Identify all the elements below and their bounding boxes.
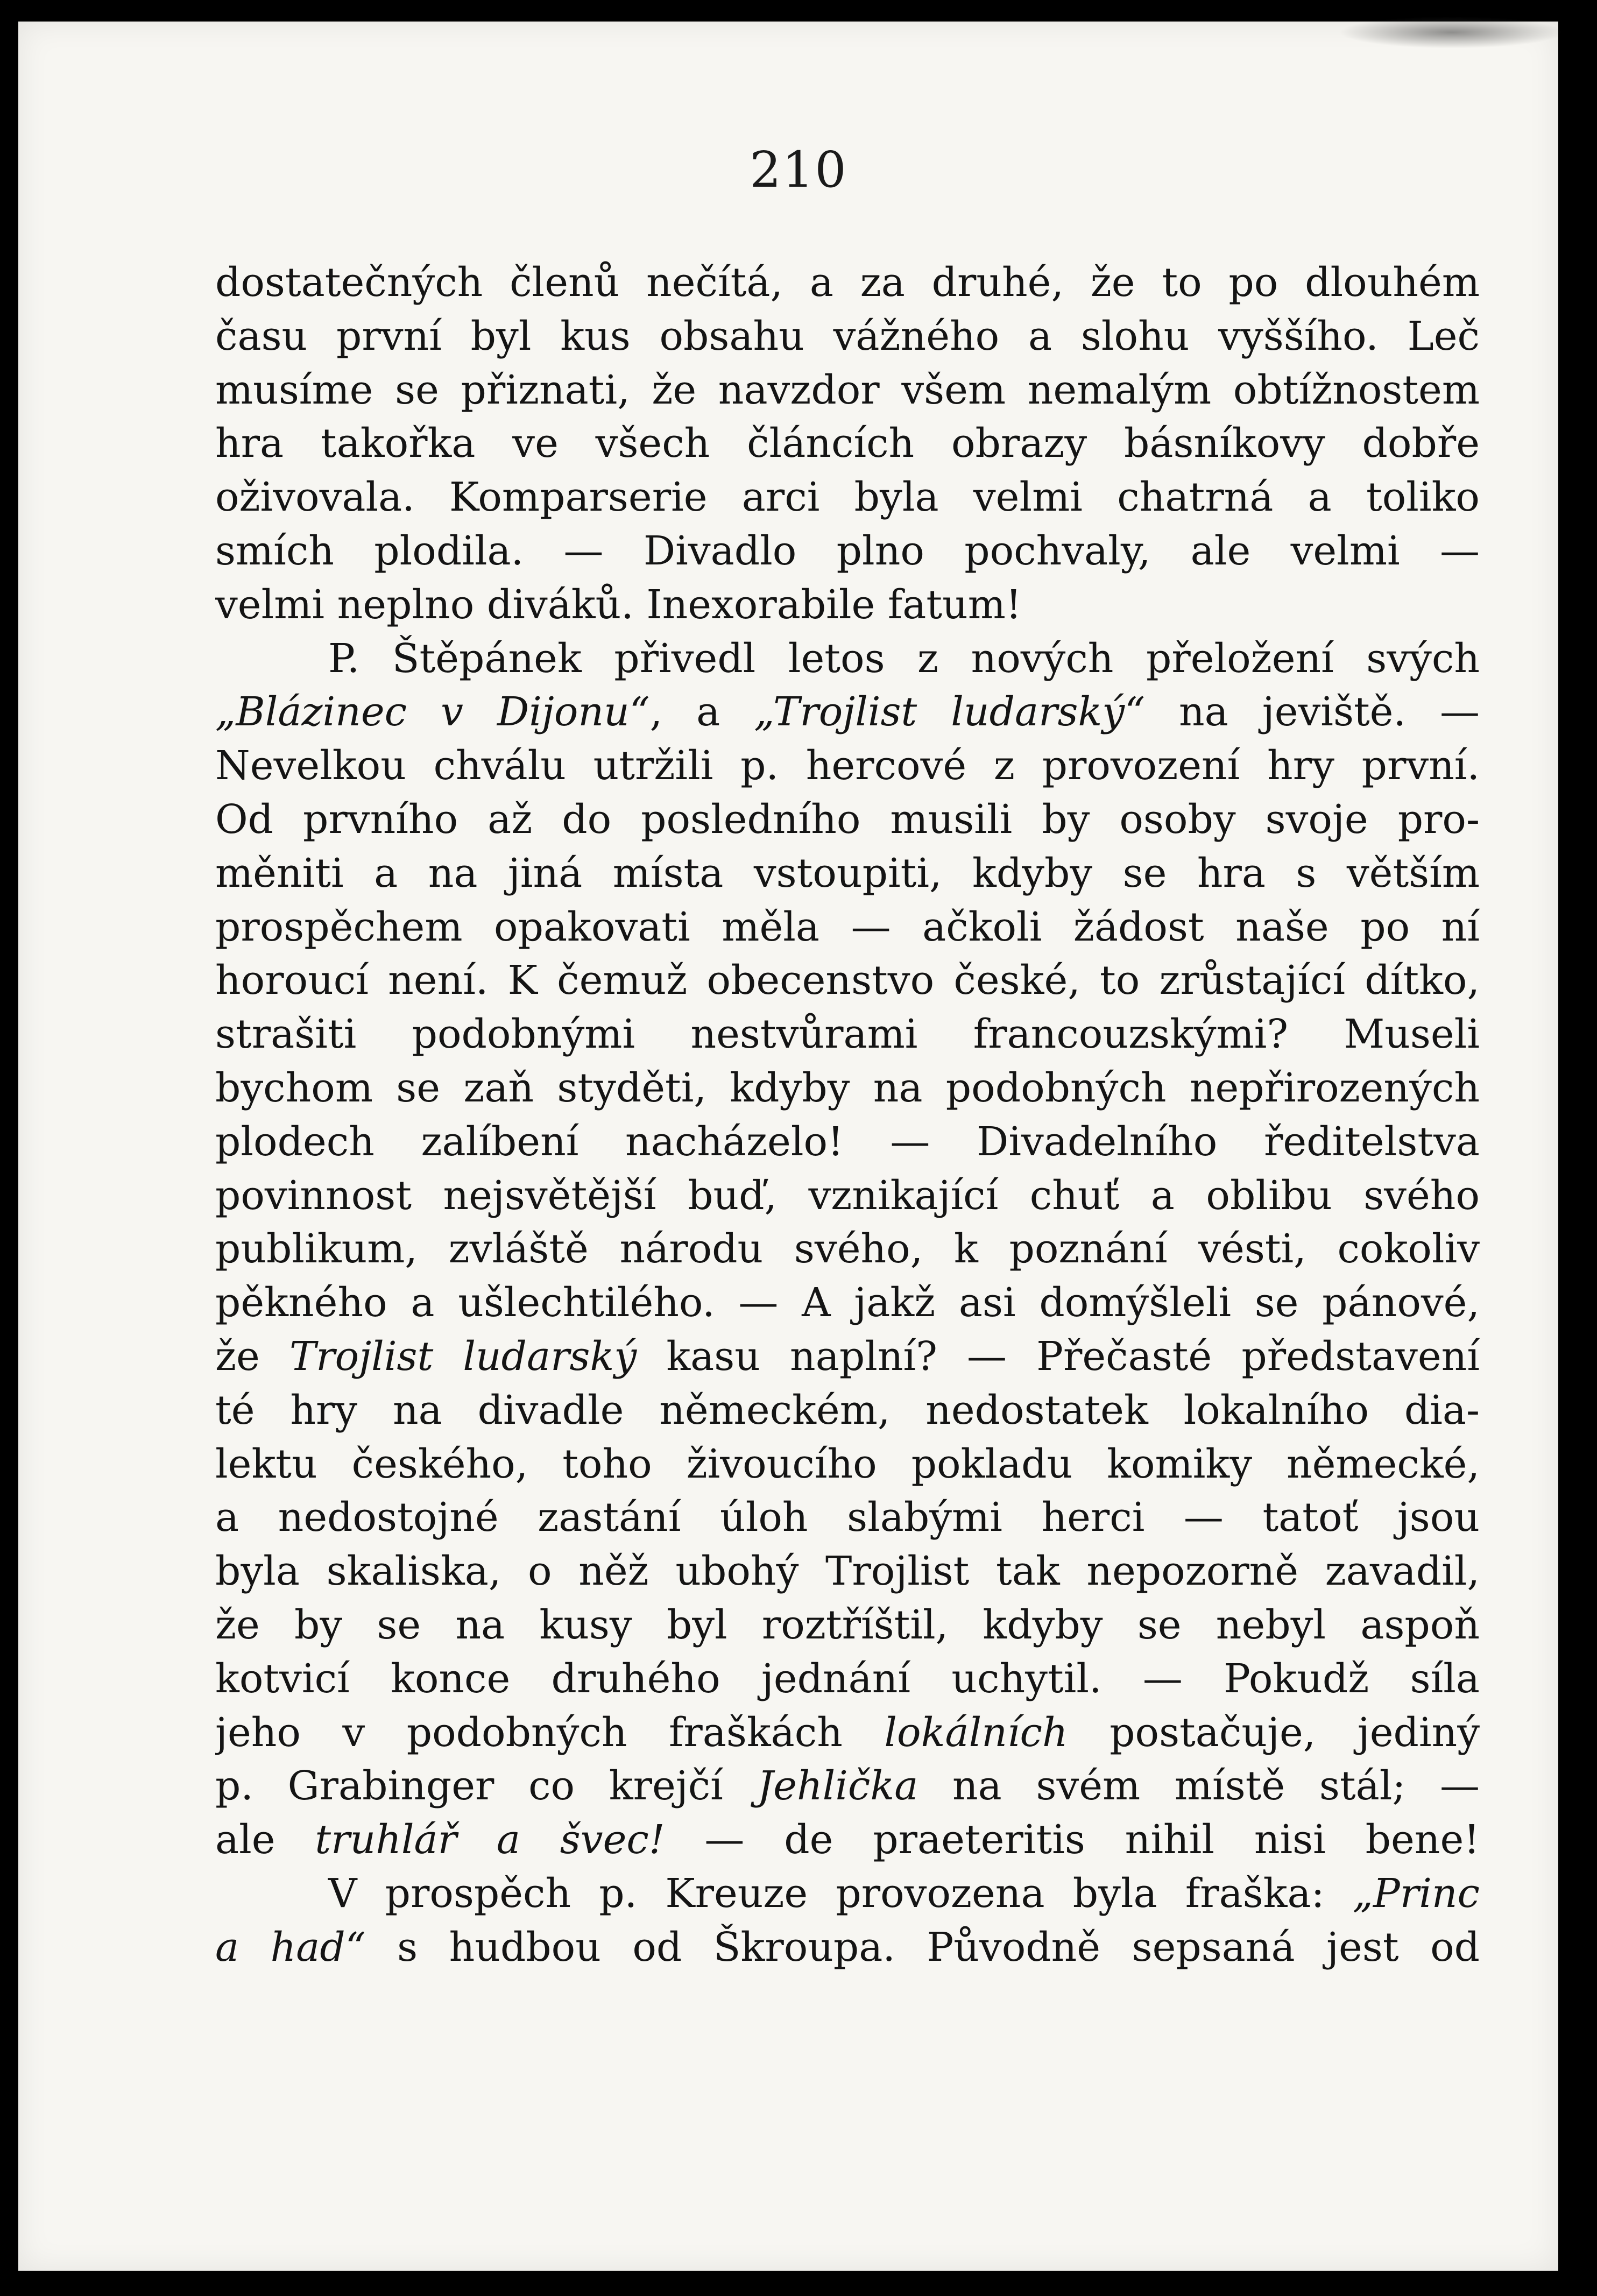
italic-run: a had“ xyxy=(215,1924,366,1970)
text-line xyxy=(215,1008,1480,1062)
text-run: postačuje, jediný xyxy=(1068,1709,1480,1756)
text-line xyxy=(215,1813,1480,1867)
text-line xyxy=(215,901,1480,955)
text-line xyxy=(215,1599,1480,1652)
text-run: velmi neplno diváků. Inexorabile fatum! xyxy=(215,581,1022,628)
italic-run: Jehlička xyxy=(757,1763,918,1810)
text-line xyxy=(215,1652,1480,1706)
text-line xyxy=(215,1330,1480,1384)
text-run: P. Štěpánek přivedl letos z nových přeložení svých xyxy=(328,635,1480,682)
italic-run: „Blázinec v Dijonu“ xyxy=(215,689,650,736)
text-run: musíme se přiznati, že navzdor všem nemalým obtížnostem xyxy=(215,366,1480,413)
text-line xyxy=(215,793,1480,847)
text-line xyxy=(215,954,1480,1008)
text-line xyxy=(215,525,1480,578)
page-number: 210 xyxy=(750,141,847,199)
italic-run: Trojlist ludarský xyxy=(289,1333,637,1380)
text-line xyxy=(215,1062,1480,1115)
text-run: jeho v podobných fraškách xyxy=(215,1709,885,1756)
italic-run: truhlář a švec! xyxy=(315,1817,665,1863)
text-run: s hudbou od Škroupa. Původně sepsaná jest od xyxy=(365,1924,1480,1970)
text-run: času první byl kus obsahu vážného a slohu vyššího. Leč xyxy=(215,313,1480,359)
text-run: byla skaliska, o něž ubohý Trojlist tak nepozorně zavadil, xyxy=(215,1548,1480,1595)
text-line xyxy=(215,1867,1480,1921)
text-line xyxy=(215,471,1480,525)
text-run: kotvicí konce druhého jednání uchytil. — Pokudž síla xyxy=(215,1655,1480,1702)
text-line xyxy=(215,1384,1480,1438)
text-line xyxy=(215,1706,1480,1760)
text-run: že xyxy=(215,1333,289,1380)
text-run: smích plodila. — Divadlo plno pochvaly, ale velmi — xyxy=(215,527,1480,574)
text-run: bychom se zaň styděti, kdyby na podobných nepřirozených xyxy=(215,1064,1480,1111)
text-line xyxy=(215,1223,1480,1276)
text-run: prospěchem opakovati měla — ačkoli žádost naše po ní xyxy=(215,903,1480,950)
text-run: pěkného a ušlechtilého. — A jakž asi domýšleli se pánové, xyxy=(215,1280,1480,1326)
text-run: strašiti podobnými nestvůrami francouzskými? Museli xyxy=(215,1011,1480,1058)
text-run: ale xyxy=(215,1817,315,1863)
italic-run: „Trojlist ludarský“ xyxy=(754,689,1145,736)
body-text xyxy=(215,256,1480,1975)
text-line xyxy=(215,632,1480,686)
text-run: kasu naplní? — Přečasté představení xyxy=(637,1333,1480,1380)
text-run: Od prvního až do posledního musili by osoby svoje pro- xyxy=(215,796,1480,843)
text-run: — de praeteritis nihil nisi bene! xyxy=(665,1817,1480,1863)
italic-run: lokálních xyxy=(884,1709,1068,1756)
text-line xyxy=(215,1115,1480,1169)
text-line xyxy=(215,1545,1480,1599)
text-run: a nedostojné zastání úloh slabými herci — tatoť jsou xyxy=(215,1494,1480,1541)
text-run: p. Grabinger co krejčí xyxy=(215,1763,758,1810)
scan-smudge xyxy=(1339,16,1565,48)
text-run: oživovala. Komparserie arci byla velmi chatrná a toliko xyxy=(215,474,1480,521)
text-line xyxy=(215,739,1480,793)
text-run: měniti a na jiná místa vstoupiti, kdyby se hra s větším xyxy=(215,850,1480,896)
text-line xyxy=(215,686,1480,739)
text-line xyxy=(215,1276,1480,1330)
text-line xyxy=(215,1760,1480,1813)
text-run: horoucí není. K čemuž obecenstvo české, to zrůstající dítko, xyxy=(215,957,1480,1004)
text-run: publikum, zvláště národu svého, k poznání vésti, cokoliv xyxy=(215,1226,1480,1273)
text-line xyxy=(215,847,1480,901)
text-run: na jeviště. — xyxy=(1144,689,1480,736)
text-run: , a xyxy=(649,689,754,736)
text-line xyxy=(215,1491,1480,1545)
text-run: na svém místě stál; — xyxy=(918,1763,1480,1810)
text-line xyxy=(215,578,1480,632)
text-line xyxy=(215,1438,1480,1492)
text-run: plodech zalíbení nacházelo! — Divadelního ředitelstva xyxy=(215,1118,1480,1165)
text-line xyxy=(215,1921,1480,1975)
text-run: hra takořka ve všech článcích obrazy básníkovy dobře xyxy=(215,420,1480,467)
text-run: V prospěch p. Kreuze provozena byla fraška: xyxy=(328,1870,1353,1917)
text-line xyxy=(215,364,1480,418)
text-line xyxy=(215,1169,1480,1223)
text-line xyxy=(215,256,1480,310)
text-line xyxy=(215,417,1480,471)
italic-run: „Princ xyxy=(1352,1870,1480,1917)
text-run: té hry na divadle německém, nedostatek lokalního dia- xyxy=(215,1387,1480,1433)
text-run: povinnost nejsvětější buď, vznikající chuť a oblibu svého xyxy=(215,1172,1480,1219)
text-run: Nevelkou chválu utržili p. hercové z provození hry první. xyxy=(215,743,1480,789)
text-line xyxy=(215,310,1480,364)
text-run: že by se na kusy byl roztříštil, kdyby se nebyl aspoň xyxy=(215,1601,1480,1648)
text-run: dostatečných členů nečítá, a za druhé, že to po dlouhém xyxy=(215,259,1480,306)
text-run: lektu českého, toho živoucího pokladu komiky německé, xyxy=(215,1440,1480,1487)
